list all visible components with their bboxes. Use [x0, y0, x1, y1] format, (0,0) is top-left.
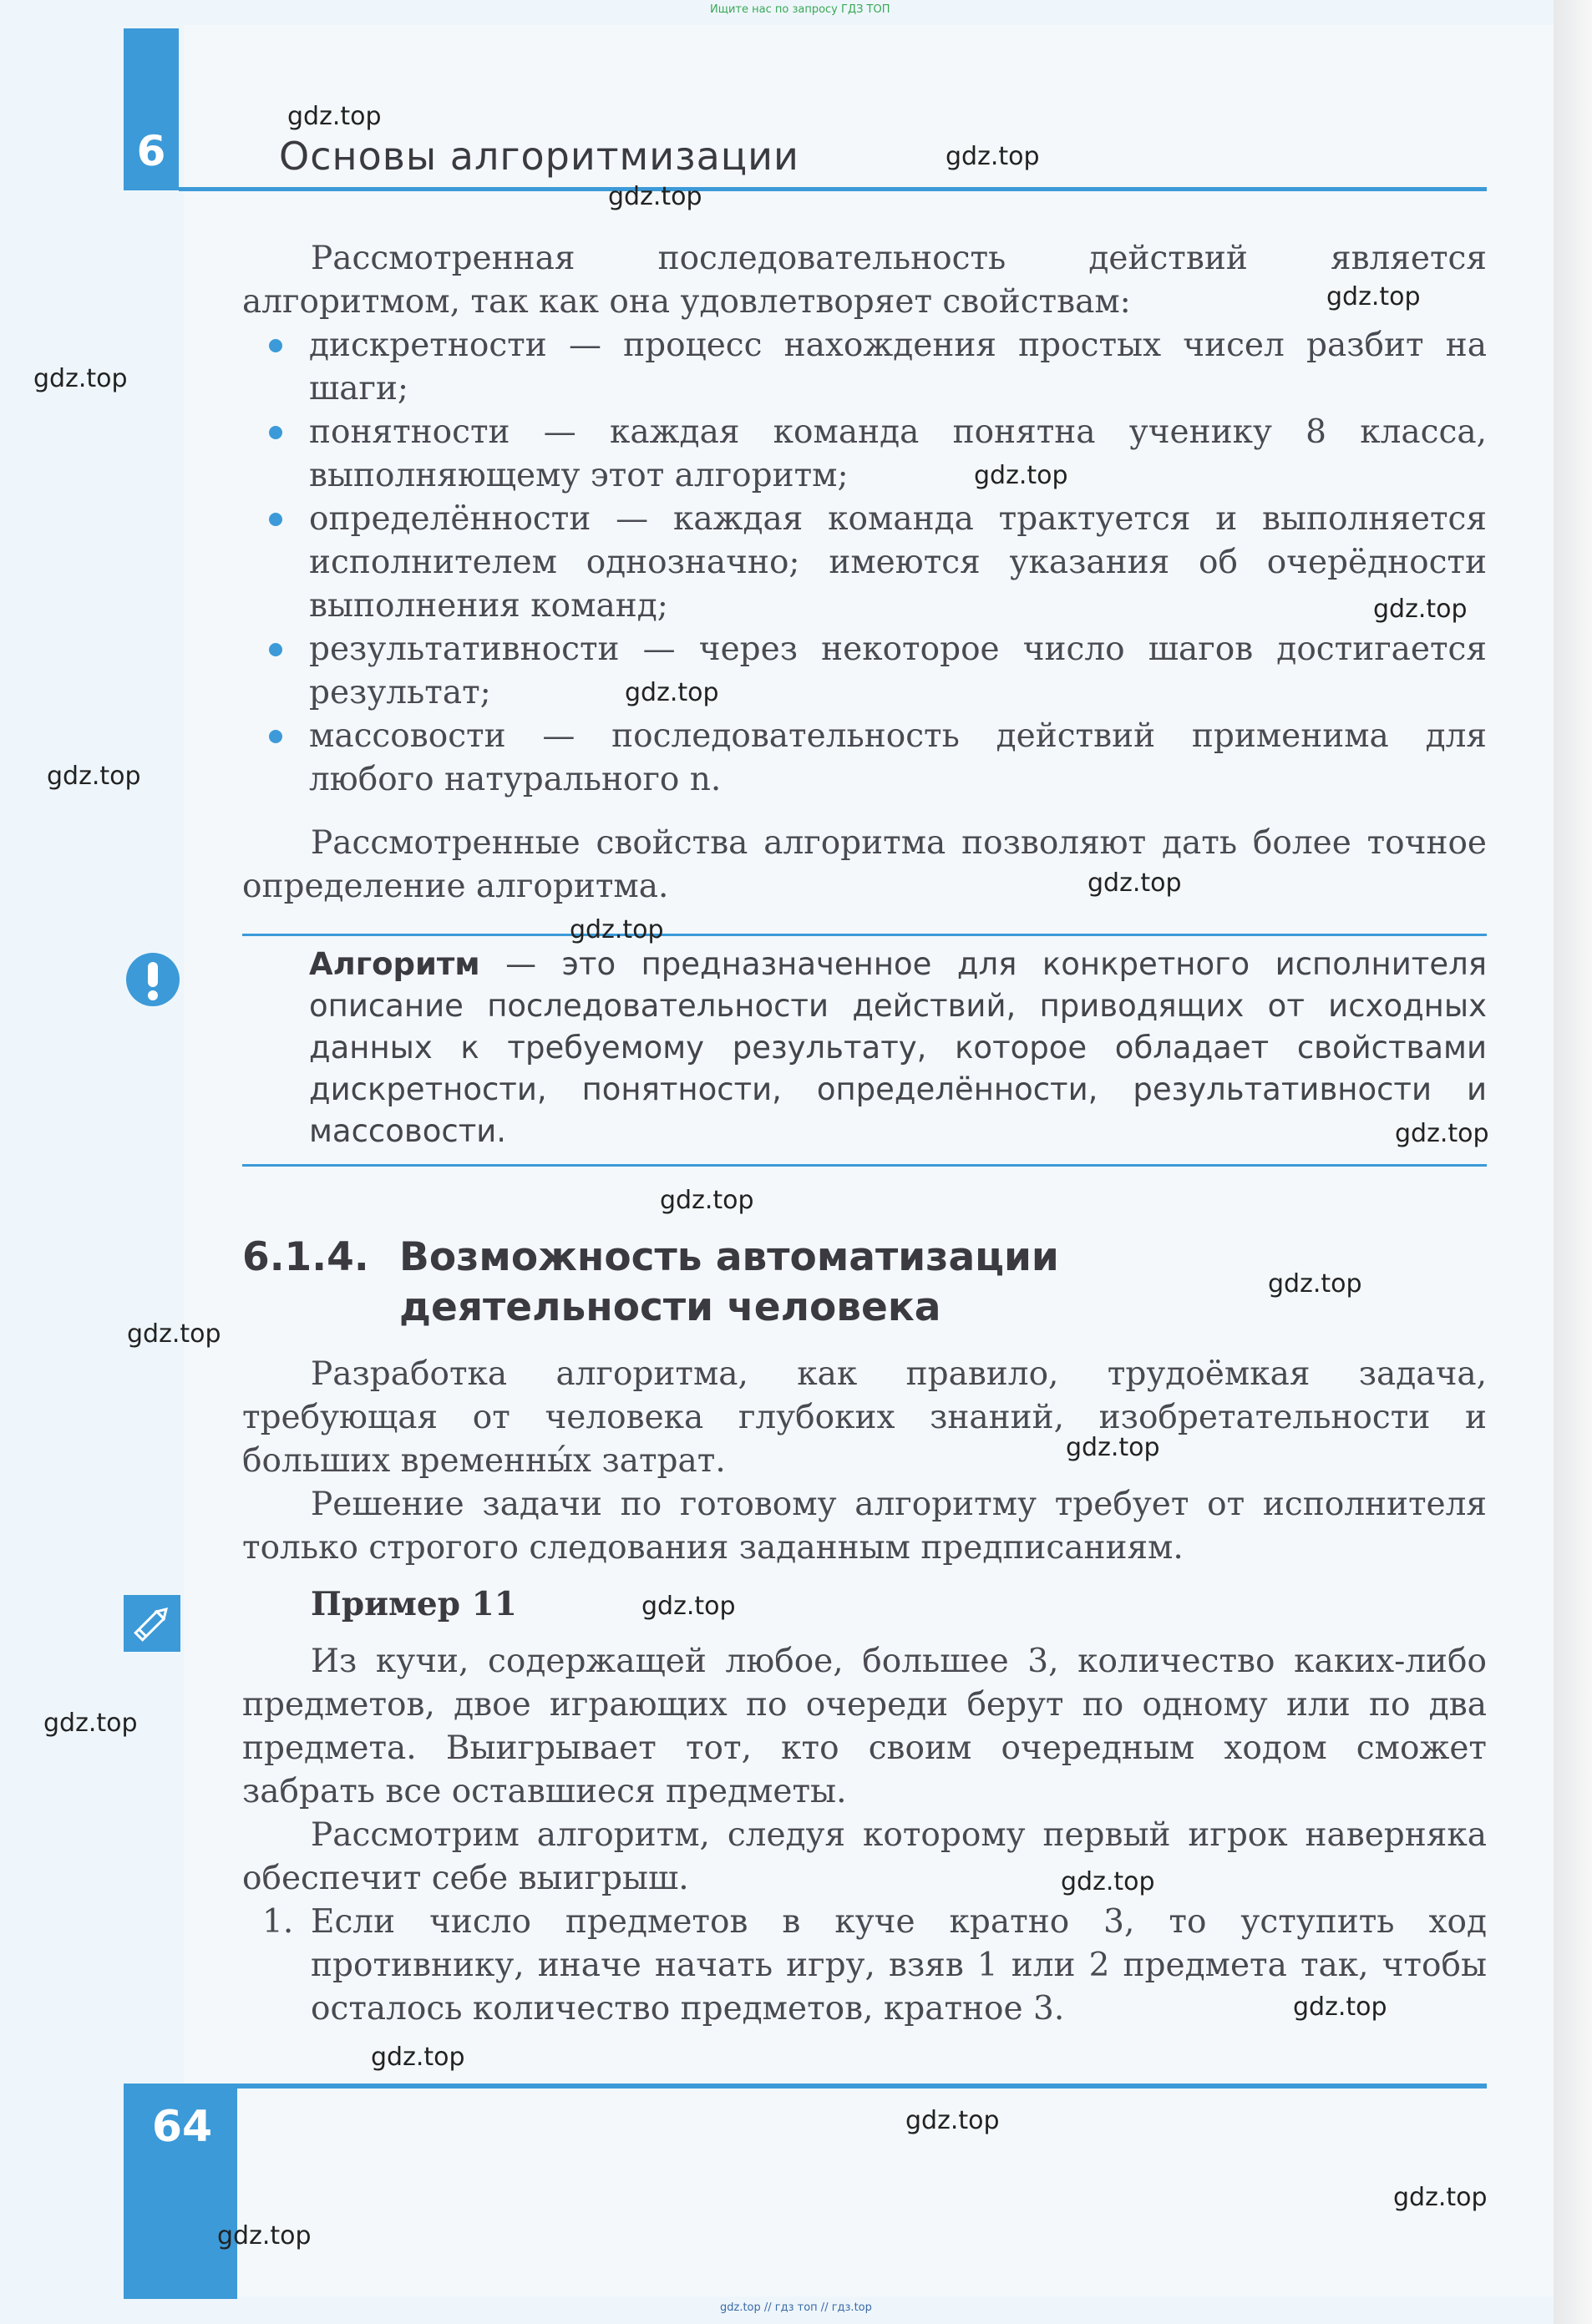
step-number: 1. — [262, 1903, 294, 1941]
watermark: gdz.top — [1393, 2183, 1488, 2212]
watermark: gdz.top — [1268, 1269, 1362, 1299]
watermark: gdz.top — [1326, 282, 1421, 311]
intro-paragraph: Рассмотренная последовательность действий является алгоритмом, так как она удовлетворяет свойствам: — [242, 240, 1487, 321]
bottom-note: gdz.top // гдз топ // гдз.top — [720, 2301, 872, 2314]
section-number: 6.1.4. — [242, 1234, 369, 1280]
properties-list — [242, 324, 1487, 802]
watermark: gdz.top — [33, 364, 128, 393]
watermark: gdz.top — [1293, 1992, 1387, 2022]
watermark: gdz.top — [127, 1319, 221, 1349]
watermark: gdz.top — [1061, 1867, 1155, 1896]
chapter-number-tab — [124, 28, 179, 190]
watermark: gdz.top — [287, 102, 382, 131]
watermark: gdz.top — [47, 762, 141, 791]
watermark: gdz.top — [625, 678, 719, 707]
paragraph: Решение задачи по готовому алгоритму требует от исполнителя только строгого следования заданным предписаниям. — [242, 1486, 1487, 1567]
header-rule — [179, 187, 1487, 191]
paragraph: Разработка алгоритма, как правило, трудоёмкая задача, требующая от человека глубоких знаний, изобретательности и больших временны́х затрат. — [242, 1355, 1487, 1480]
definition-text: — это предназначенное для конкретного исполнителя описание последовательности действий, приводящих от исходных данных к требуемому результату, которое обладает свойствами дискретности, понятности, определённости, результативности и массовости. — [309, 946, 1487, 1149]
top-note: Ищите нас по запросу ГДЗ ТОП — [710, 3, 890, 16]
bullet-icon — [269, 730, 282, 743]
list-item: результативности — через некоторое число шагов достигается результат; — [242, 628, 1487, 715]
example-text: Из кучи, содержащей любое, большее 3, количество каких-либо предметов, двое играющих по очереди берут по одному или по два предмета. Выигрывает тот, кто своим очередным ходом сможет забрать все оставшиеся предметы. — [242, 1643, 1487, 1810]
example-label: Пример 11 — [311, 1585, 517, 1623]
watermark: gdz.top — [974, 461, 1068, 490]
footer-rule — [179, 2083, 1487, 2089]
definition-top-rule — [242, 934, 1487, 936]
list-item: массовости — последовательность действий применима для любого натурального n. — [242, 715, 1487, 802]
page-edge-shadow — [1554, 0, 1592, 2324]
list-item: дискретности — процесс нахождения простых чисел разбит на шаги; — [242, 324, 1487, 411]
page-number: 64 — [151, 2102, 213, 2152]
watermark: gdz.top — [946, 142, 1040, 171]
watermark: gdz.top — [1088, 868, 1182, 898]
chapter-number: 6 — [136, 127, 166, 175]
list-item: понятности — каждая команда понятна ученику 8 класса, выполняющему этот алгоритм; — [242, 411, 1487, 498]
bullet-icon — [269, 426, 282, 439]
pencil-icon — [124, 1595, 180, 1652]
watermark: gdz.top — [608, 182, 702, 211]
section-title-line2: деятельности человека — [399, 1284, 941, 1330]
bullet-icon — [269, 513, 282, 526]
definition-term: Алгоритм — [309, 946, 480, 982]
summary-paragraph: Рассмотренные свойства алгоритма позволяют дать более точное определение алгоритма. — [242, 824, 1487, 905]
watermark: gdz.top — [641, 1592, 736, 1621]
watermark: gdz.top — [905, 2106, 1000, 2135]
step-text: Если число предметов в куче кратно 3, то уступить ход противнику, иначе начать игру, взяв 1 или 2 предмета так, чтобы осталось количество предметов, кратное 3. — [311, 1903, 1487, 2028]
watermark: gdz.top — [371, 2043, 465, 2072]
bullet-icon — [269, 643, 282, 656]
list-item: определённости — каждая команда трактуется и выполняется исполнителем однозначно; имеются указания об очерёдности выполнения команд; — [242, 498, 1487, 628]
bullet-icon — [269, 339, 282, 352]
watermark: gdz.top — [660, 1186, 754, 1215]
watermark: gdz.top — [1373, 595, 1468, 624]
chapter-title: Основы алгоритмизации — [279, 134, 799, 179]
section-heading — [242, 1233, 1059, 1333]
page-number-tab — [124, 2083, 237, 2299]
watermark: gdz.top — [570, 915, 664, 944]
definition-block — [309, 944, 1487, 1152]
section-title-line1: Возможность автоматизации — [399, 1234, 1059, 1280]
definition-bottom-rule — [242, 1164, 1487, 1167]
watermark: gdz.top — [1066, 1433, 1160, 1462]
example-text-2: Рассмотрим алгоритм, следуя которому первый игрок наверняка обеспечит себе выигрыш. — [242, 1816, 1487, 1897]
exclamation-icon — [125, 952, 180, 1007]
watermark: gdz.top — [1395, 1119, 1489, 1148]
watermark: gdz.top — [217, 2221, 312, 2251]
watermark: gdz.top — [43, 1709, 138, 1738]
